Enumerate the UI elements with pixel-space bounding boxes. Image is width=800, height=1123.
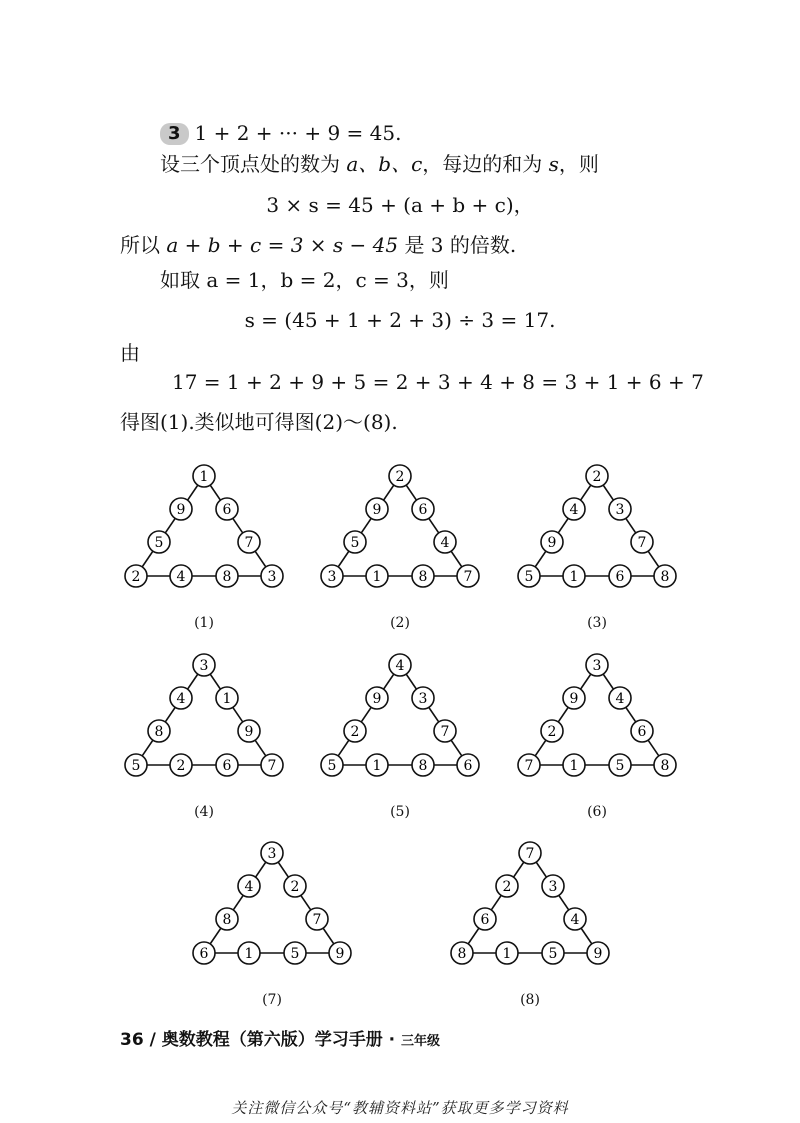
node-number: 5 [524, 569, 534, 585]
equation-2: s = (45 + 1 + 2 + 3) ÷ 3 = 17. [244, 308, 556, 332]
problem-line-7: 由 [120, 341, 140, 365]
math-segment: a + b + c = 3 × s − 45 [166, 233, 399, 257]
text-segment: 是 3 的倍数. [398, 233, 517, 257]
triangle-edge [597, 665, 665, 765]
triangle-node [609, 754, 631, 776]
figure-caption: (2) [390, 615, 410, 631]
node-number: 4 [570, 912, 580, 928]
triangle-figure-7 [190, 839, 354, 967]
node-number: 3 [418, 691, 428, 707]
triangle-node [542, 875, 564, 897]
node-number: 4 [615, 691, 625, 707]
triangle-node [631, 531, 653, 553]
triangle-edge [529, 665, 597, 765]
node-number: 5 [131, 758, 141, 774]
node-number: 9 [176, 502, 186, 518]
triangle-edge [136, 665, 204, 765]
problem-line-1 [160, 121, 401, 145]
node-number: 9 [244, 724, 254, 740]
page-footer [120, 1025, 440, 1050]
triangle-node [170, 565, 192, 587]
node-number: 3 [267, 569, 277, 585]
watermark: 关注微信公众号“教辅资料站”获取更多学习资料 [231, 1099, 569, 1117]
node-number: 2 [395, 469, 405, 485]
problem-line-4 [120, 233, 516, 257]
node-number: 8 [222, 569, 232, 585]
triangle-node [451, 942, 473, 964]
node-number: 8 [418, 569, 428, 585]
grade-label: 三年级 [401, 1034, 441, 1049]
node-number: 6 [222, 758, 232, 774]
node-number: 1 [199, 469, 209, 485]
triangle-node [216, 687, 238, 709]
node-number: 1 [372, 569, 382, 585]
node-number: 7 [440, 724, 450, 740]
triangle-figure-5 [318, 651, 482, 779]
node-number: 9 [372, 691, 382, 707]
text-segment: ，每边的和为 [422, 152, 549, 176]
triangle-node [193, 942, 215, 964]
triangle-edge [332, 476, 400, 576]
node-number: 1 [502, 946, 512, 962]
triangle-edge [597, 476, 665, 576]
triangle-figure-1 [122, 462, 286, 590]
figure-caption: (1) [194, 615, 214, 631]
node-number: 7 [312, 912, 322, 928]
triangle-node [366, 687, 388, 709]
triangle-node [306, 908, 328, 930]
triangle-node [587, 942, 609, 964]
node-number: 5 [350, 535, 360, 551]
triangle-edge [530, 853, 598, 953]
triangle-figure-2 [318, 462, 482, 590]
node-number: 3 [327, 569, 337, 585]
node-number: 9 [547, 535, 557, 551]
node-number: 6 [222, 502, 232, 518]
triangle-node [609, 565, 631, 587]
node-number: 7 [463, 569, 473, 585]
problem-line-9: 得图(1).类似地可得图(2)～(8). [120, 410, 398, 434]
triangle-figure-3 [515, 462, 679, 590]
triangle-node [329, 942, 351, 964]
triangle-node [542, 942, 564, 964]
node-number: 6 [637, 724, 647, 740]
node-number: 2 [131, 569, 141, 585]
figure-caption: (8) [520, 992, 540, 1008]
triangle-node [125, 565, 147, 587]
triangle-edge [332, 665, 400, 765]
triangle-node [518, 565, 540, 587]
node-number: 8 [154, 724, 164, 740]
triangle-node [366, 754, 388, 776]
triangle-node [654, 565, 676, 587]
node-number: 8 [660, 569, 670, 585]
triangle-edge [529, 476, 597, 576]
node-number: 2 [592, 469, 602, 485]
triangle-node [434, 720, 456, 742]
triangle-node [474, 908, 496, 930]
node-number: 2 [502, 879, 512, 895]
node-number: 9 [372, 502, 382, 518]
node-number: 4 [244, 879, 254, 895]
node-number: 7 [524, 758, 534, 774]
triangle-node [284, 875, 306, 897]
node-number: 4 [569, 502, 579, 518]
text-segment: 所以 [120, 233, 167, 257]
node-number: 4 [176, 569, 186, 585]
triangle-node [412, 687, 434, 709]
triangle-node [434, 531, 456, 553]
node-number: 5 [154, 535, 164, 551]
node-number: 1 [244, 946, 254, 962]
triangle-node [631, 720, 653, 742]
node-number: 4 [395, 658, 405, 674]
node-number: 6 [418, 502, 428, 518]
figure-caption: (6) [587, 804, 607, 820]
footer-dot: · [388, 1030, 396, 1050]
triangle-node [170, 498, 192, 520]
node-number: 7 [637, 535, 647, 551]
triangle-node [216, 754, 238, 776]
node-number: 1 [372, 758, 382, 774]
triangle-node [389, 654, 411, 676]
triangle-node [321, 565, 343, 587]
node-number: 8 [418, 758, 428, 774]
node-number: 6 [463, 758, 473, 774]
node-number: 2 [290, 879, 300, 895]
triangle-node [541, 531, 563, 553]
figure-caption: (4) [194, 804, 214, 820]
node-number: 5 [327, 758, 337, 774]
node-number: 2 [350, 724, 360, 740]
triangle-edge [204, 476, 272, 576]
triangle-figure-6 [515, 651, 679, 779]
triangle-node [654, 754, 676, 776]
node-number: 4 [176, 691, 186, 707]
triangle-node [261, 842, 283, 864]
triangle-edge [136, 476, 204, 576]
triangle-node [148, 531, 170, 553]
node-number: 8 [457, 946, 467, 962]
node-number: 7 [244, 535, 254, 551]
triangle-node [519, 842, 541, 864]
triangle-node [216, 565, 238, 587]
triangle-edge [400, 665, 468, 765]
triangle-node [284, 942, 306, 964]
node-number: 7 [525, 846, 535, 862]
triangle-node [563, 754, 585, 776]
node-number: 5 [615, 758, 625, 774]
figure-caption: (5) [390, 804, 410, 820]
triangle-node [412, 498, 434, 520]
triangle-node [193, 465, 215, 487]
triangle-node [366, 498, 388, 520]
math-segment: a、b、c [346, 152, 423, 176]
triangle-node [170, 754, 192, 776]
triangle-node [170, 687, 192, 709]
triangle-node [563, 687, 585, 709]
triangle-node [261, 754, 283, 776]
node-number: 2 [547, 724, 557, 740]
equation-3: 17 = 1 + 2 + 9 + 5 = 2 + 3 + 4 + 8 = 3 + 1 + 6 + 7 [172, 370, 704, 394]
node-number: 1 [222, 691, 232, 707]
node-number: 3 [548, 879, 558, 895]
node-number: 4 [440, 535, 450, 551]
node-number: 1 [569, 569, 579, 585]
triangle-edge [400, 476, 468, 576]
page-number: 36 [120, 1030, 144, 1050]
node-number: 8 [222, 912, 232, 928]
node-number: 5 [290, 946, 300, 962]
text-segment: 设三个顶点处的数为 [160, 152, 347, 176]
triangle-node [496, 875, 518, 897]
figure-caption: (7) [262, 992, 282, 1008]
triangle-node [238, 720, 260, 742]
triangle-figure-4 [122, 651, 286, 779]
footer-separator: / [149, 1030, 156, 1050]
text-segment: ，则 [558, 152, 599, 176]
node-number: 5 [548, 946, 558, 962]
problem-number-badge: 3 [160, 123, 189, 145]
node-number: 6 [615, 569, 625, 585]
triangle-node [563, 498, 585, 520]
triangle-node [216, 908, 238, 930]
node-number: 9 [593, 946, 603, 962]
triangle-node [586, 465, 608, 487]
triangle-edge [204, 665, 272, 765]
sum-statement: 1 + 2 + ··· + 9 = 45. [194, 121, 402, 145]
triangle-edge [272, 853, 340, 953]
triangle-node [541, 720, 563, 742]
node-number: 9 [335, 946, 345, 962]
triangle-edge [462, 853, 530, 953]
triangle-node [518, 754, 540, 776]
node-number: 1 [569, 758, 579, 774]
node-number: 3 [615, 502, 625, 518]
figure-caption: (3) [587, 615, 607, 631]
triangle-node [238, 875, 260, 897]
triangle-node [563, 565, 585, 587]
triangle-node [261, 565, 283, 587]
triangle-node [238, 531, 260, 553]
triangle-node [457, 754, 479, 776]
triangle-edge [204, 853, 272, 953]
triangle-node [193, 654, 215, 676]
triangle-node [366, 565, 388, 587]
node-number: 9 [569, 691, 579, 707]
triangle-node [216, 498, 238, 520]
triangle-node [457, 565, 479, 587]
math-segment: s [548, 152, 559, 176]
node-number: 3 [199, 658, 209, 674]
triangle-node [609, 498, 631, 520]
problem-line-2 [160, 152, 599, 176]
triangle-node [238, 942, 260, 964]
triangle-node [344, 720, 366, 742]
equation-1: 3 × s = 45 + (a + b + c)， [266, 193, 534, 217]
node-number: 6 [480, 912, 490, 928]
problem-line-5: 如取 a = 1，b = 2，c = 3，则 [160, 268, 449, 292]
node-number: 3 [592, 658, 602, 674]
triangle-node [412, 565, 434, 587]
node-number: 2 [176, 758, 186, 774]
triangle-node [609, 687, 631, 709]
triangle-figure-8 [448, 839, 612, 967]
triangle-node [389, 465, 411, 487]
triangle-node [125, 754, 147, 776]
node-number: 7 [267, 758, 277, 774]
triangle-node [412, 754, 434, 776]
triangle-node [496, 942, 518, 964]
triangle-node [148, 720, 170, 742]
triangle-node [564, 908, 586, 930]
node-number: 8 [660, 758, 670, 774]
triangle-node [586, 654, 608, 676]
node-number: 6 [199, 946, 209, 962]
triangle-node [344, 531, 366, 553]
triangle-node [321, 754, 343, 776]
book-title: 奥数教程（第六版）学习手册 [161, 1030, 383, 1050]
node-number: 3 [267, 846, 277, 862]
